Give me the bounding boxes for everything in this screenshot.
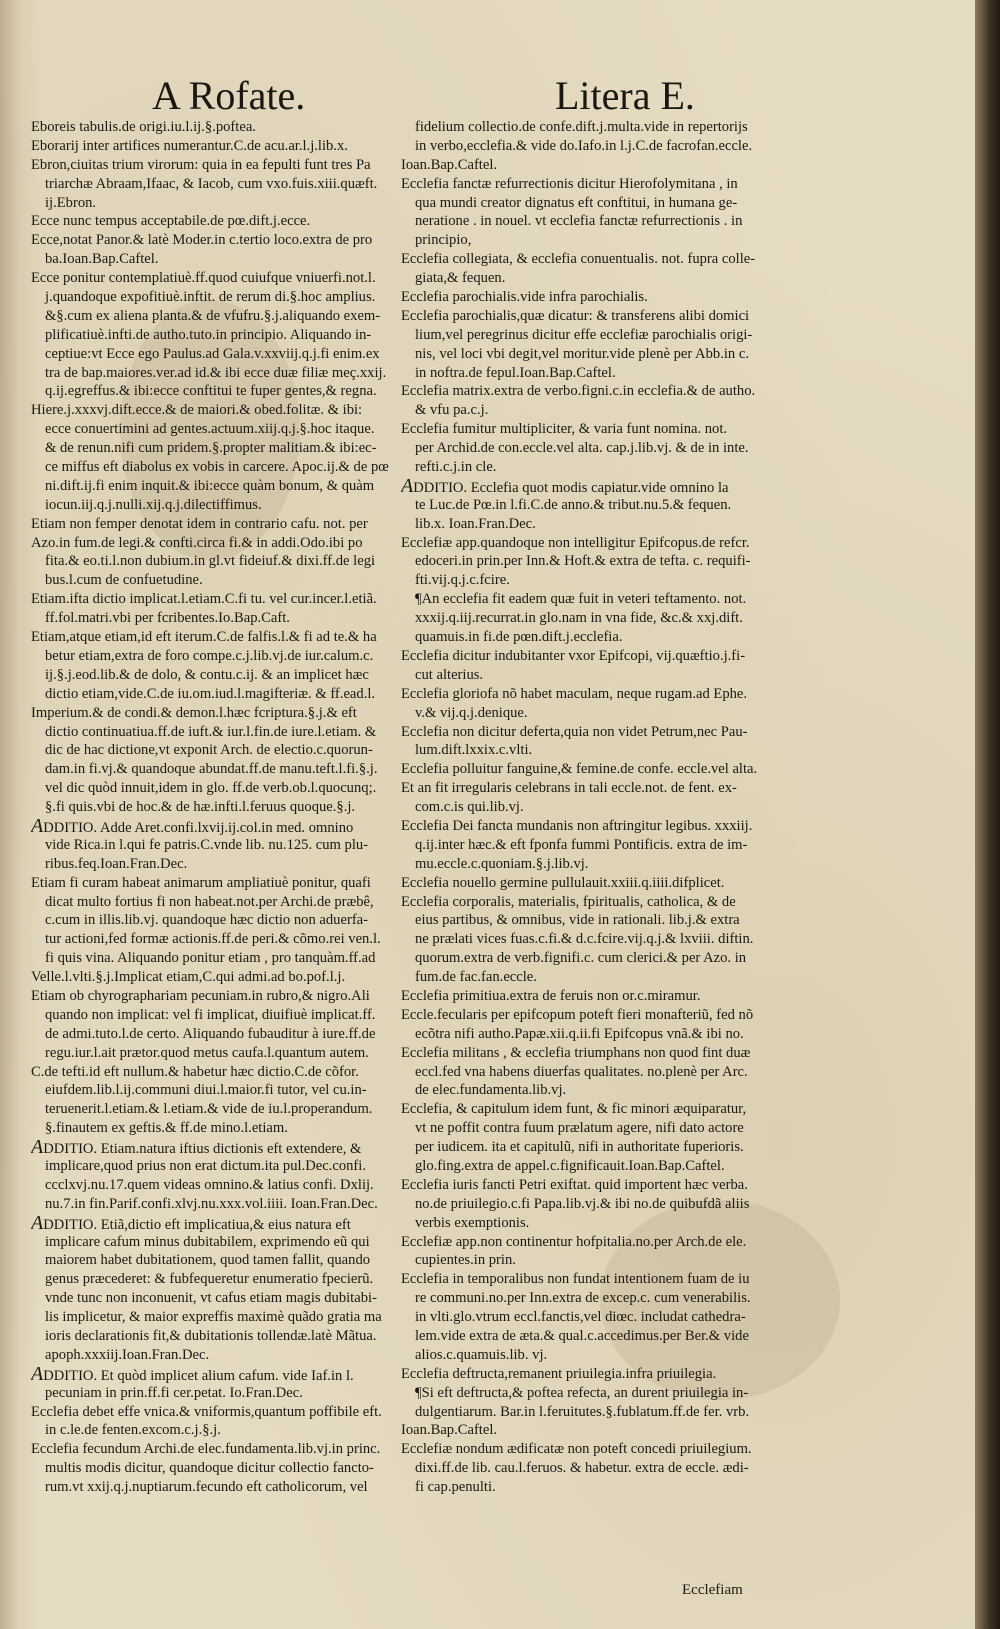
running-head-left: A Rofate. <box>152 73 306 118</box>
left-column-line: eiufdem.lib.l.ij.communi diui.l.maior.fi tutor, vel cu.in- <box>45 1082 367 1099</box>
catchword: Ecclefiam <box>682 1582 743 1598</box>
right-column <box>401 118 819 1618</box>
left-column-line: triarchæ Abraam,Ifaac, & Iacob, cum vxo.fuis.xiii.quæft. <box>45 175 378 192</box>
right-column-line: lem.vide extra de ætа.& qual.c.accedimus.per Ber.& vide <box>415 1328 749 1344</box>
right-column-line: Ecclefia collegiata, & ecclefia conuentualis. not. fupra colle- <box>401 251 756 268</box>
left-column-line: §.fi quis.vbi de hoc.& de hæ.infti.l.feruus quoque.§.j. <box>45 799 356 816</box>
right-column-line: quorum.extra de verb.fignifi.c. cum clerici.& per Azo. in <box>415 950 747 967</box>
right-column-line: nis, vel loci vbi degit,vel moritur.vide plenè per Abb.in c. <box>415 345 749 362</box>
right-column-line: glo.fing.extra de appel.c.fignificauit.Ioan.Bap.Caftel. <box>415 1157 725 1174</box>
left-column-line: ADDITIO. Etiam.natura iftius dictionis eft extendere, & <box>31 1136 362 1159</box>
left-column-line: & de renun.nifi cum pridem.§.propter malitiam.& ibi:ec- <box>45 440 377 457</box>
left-column-line: lis implicetur, & maior expreffis maximè quãdo gratia ma <box>45 1309 382 1326</box>
right-column-line: ne prælati vices fuas.c.fi.& d.c.fcire.vij.q.j.& lxviii. diftin. <box>415 931 754 948</box>
left-column-line: ceptiue:vt Ecce ego Paulus.ad Gala.v.xxviij.q.j.fi enim.ex <box>45 345 380 362</box>
left-column-line: vide Rica.in l.qui fe patris.C.vnde lib. nu.125. cum plu- <box>45 836 369 853</box>
right-column-line: Ecclefia iuris fancti Petri exiftat. quid importent hæc verba. <box>401 1176 748 1193</box>
right-column-line: re communi.no.per Inn.extra de excep.c. cum venerabilis. <box>415 1290 751 1307</box>
left-column-line: ecce conuertimini ad gentes.actuum.xiij.q.j.§.hoc itaque. <box>45 421 375 438</box>
left-column-line: tra de bap.maiores.ver.ad id.& ibi ecce duæ filiæ meç.xxij. <box>45 364 387 381</box>
right-column-line: in vlti.glo.vtrum eccl.fanctis,vel diœc. includat cathedra- <box>415 1309 746 1326</box>
right-column-line: Ecclefia gloriofa nõ habet maculam, neque rugam.ad Ephe. <box>401 685 748 702</box>
page-edge <box>975 0 1000 1629</box>
left-column <box>31 118 401 1618</box>
right-column-line: per Archid.de con.eccle.vel alta. cap.j.lib.vj. & de in inte. <box>415 440 749 457</box>
left-column-line: vel dic quòd innuit,idem in glo. ff.de verb.ob.l.quocunq;. <box>45 780 377 797</box>
right-column-line: verbis exemptionis. <box>415 1214 530 1231</box>
left-column-line: vnde tunc non inconuenit, vt cafus etiam magis dubitabi- <box>45 1290 377 1307</box>
left-column-line: ribus.feq.Ioan.Fran.Dec. <box>45 855 188 872</box>
left-column-line: fita.& eo.ti.l.non dubium.in gl.vt fideiuf.& dixi.ff.de legi <box>45 553 376 570</box>
left-column-line: ba.Ioan.Bap.Caftel. <box>45 251 159 268</box>
right-column-line: lib.x. Ioan.Fran.Dec. <box>415 515 536 532</box>
left-column-line: Ecclefia debet effe vnica.& vniformis,quantum poffibile eft. <box>31 1403 382 1420</box>
right-column-line: dulgentiarum. Bar.in l.feruitutes.§.fublatum.ff.de fer. vrb. <box>415 1403 750 1420</box>
right-column-line: Ecclefia fanctæ refurrectionis dicitur Hierofolymitana , in <box>401 175 738 192</box>
right-column-line: Ecclefiæ nondum ædificatæ non poteft concedi priuilegium. <box>401 1441 752 1458</box>
right-column-line: mu.eccle.c.quoniam.§.j.lib.vj. <box>415 855 589 872</box>
left-column-line: Azo.in fum.de legi.& confti.circa fi.& in addi.Odo.ibi po <box>31 534 363 551</box>
left-column-line: fi quis vina. Aliquando ponitur etiam , pro tanquàm.ff.ad <box>45 950 376 967</box>
left-column-line: §.finautem ex geftis.& ff.de mino.l.etiam. <box>45 1120 288 1137</box>
left-column-line: Hiere.j.xxxvj.dift.ecce.& de maiori.& obed.folitæ. & ibi: <box>31 402 363 419</box>
right-column-line: Ecclefia Dei fancta mundanis non aftringitur legibus. xxxiij. <box>401 817 753 834</box>
right-column-line: cupientes.in prin. <box>415 1252 516 1269</box>
left-column-line: ccclxvj.nu.17.quem videas omnino.& latius confi. Dxlij. <box>45 1176 374 1193</box>
right-column-line: Ecclefia nouello germine pullulauit.xxiii.q.iiii.difplicet. <box>401 874 725 891</box>
right-column-line: eius partibus, & omnibus, vide in rationali. lib.j.& extra <box>415 912 740 929</box>
right-column-line: Ecclefiæ app.quandoque non intelligitur Epifcopus.de refcr. <box>401 534 750 551</box>
right-column-line: ¶Si eft deftructa,& poftea refecta, an durent priuilegia in- <box>415 1384 749 1401</box>
right-column-line: Ioan.Bap.Caftel. <box>401 1422 498 1439</box>
right-column-line: giata,& fequen. <box>415 270 506 287</box>
right-column-line: dixi.ff.de lib. cau.l.feruos. & habetur. extra de eccle. ædi- <box>415 1460 749 1477</box>
left-column-line: Eborarij inter artifices numerantur.C.de acu.ar.l.j.lib.x. <box>31 137 348 154</box>
right-column-line: Ecclefia primitiua.extra de feruis non or.c.miramur. <box>401 987 701 1004</box>
right-column-line: in noftra.de fepul.Ioan.Bap.Caftel. <box>415 364 616 381</box>
left-column-line: Velle.l.vlti.§.j.Implicat etiam,C.qui admi.ad bo.pof.l.j. <box>31 969 346 986</box>
left-column-line: ij.§.j.eod.lib.& de dolo, & contu.c.ij. & an implicet hæc <box>45 666 369 683</box>
left-column-line: nu.7.in fin.Parif.confi.xlvj.nu.xxx.vol.iiii. Ioan.Fran.Dec. <box>45 1195 378 1212</box>
right-column-line: qua mundi creator dignatus eft conftitui, in humana ge- <box>415 194 738 211</box>
left-column-line: genus præcederet: & fubfequeretur enumeratio fpecierũ. <box>45 1271 374 1288</box>
right-column-line: Ecclefia matrix.extra de verbo.figni.c.in ecclefia.& de autho. <box>401 383 756 400</box>
left-column-line: rum.vt xxij.q.j.nuptiarum.fecundo eft catholicorum, vel <box>45 1479 368 1496</box>
right-column-line: Ecclefia, & capitulum idem funt, & fic minori æquiparatur, <box>401 1101 747 1118</box>
left-column-line: Imperium.& de condi.& demon.l.hæc fcriptura.§.j.& eft <box>31 704 357 721</box>
left-column-line: apoph.xxxiij.Ioan.Fran.Dec. <box>45 1346 210 1363</box>
right-column-line: Eccle.fecularis per epifcopum poteft fieri monafteriũ, fed nõ <box>401 1006 754 1023</box>
right-column-line: cut alterius. <box>415 666 484 683</box>
left-column-line: Ecce,notat Panor.& latè Moder.in c.tertio loco.extra de pro <box>31 232 373 249</box>
right-column-line: Ecclefia fumitur multipliciter, & varia funt nomina. not. <box>401 421 728 438</box>
left-column-line: implicare cafum minus dubitabilem, exprimendo eũ qui <box>45 1233 370 1250</box>
left-column-line: maiorem habet dubitationem, quod tamen fallit, quando <box>45 1252 371 1269</box>
left-column-line: dicat multo fortius fi non habeat.not.per Archi.de præbê, <box>45 893 374 910</box>
right-column-line: per iudicem. ita et capitulũ, nifi in authoritate fuperioris. <box>415 1139 744 1156</box>
right-column-line: edoceri.in prin.per Inn.& Hoft.& extra de tefta. c. requifi- <box>415 553 751 570</box>
left-column-line: ij.Ebron. <box>45 194 97 211</box>
right-column-line: Ecclefia in temporalibus non fundat intentionem fuam de iu <box>401 1271 750 1288</box>
right-column-line: Ecclefia deftructa,remanent priuilegia.infra priuilegia. <box>401 1365 717 1382</box>
left-column-line: teruenerit.l.etiam.& l.etiam.& vide de iu.l.properandum. <box>45 1101 373 1118</box>
right-column-line: quamuis.in fi.de pœn.dift.j.ecclefia. <box>415 629 623 646</box>
right-column-line: fi cap.penulti. <box>415 1479 496 1496</box>
left-column-line: ce miffus eft diabolus ex vobis in carcere. Apoc.ij.& de pœ <box>45 459 389 476</box>
right-column-line: Ecclefia polluitur fanguine,& femine.de confe. eccle.vel alta. <box>401 761 758 778</box>
left-column-line: ADDITIO. Adde Aret.confi.lxvij.ij.col.in med. omnino <box>31 814 354 837</box>
right-column-line: fum.de fac.fan.eccle. <box>415 969 537 986</box>
right-column-line: Ecclefia non dicitur deferta,quia non videt Petrum,nec Pau- <box>401 723 748 740</box>
left-column-line: plificatiuè.infti.de autho.tuto.in principio. Aliquando in- <box>45 326 372 343</box>
right-column-line: Ioan.Bap.Caftel. <box>401 156 498 173</box>
right-column-line: v.& vij.q.j.denique. <box>415 704 528 721</box>
right-column-line: Ecclefia parochialis.vide infra parochialis. <box>401 289 648 306</box>
right-column-line: xxxij.q.iij.recurrat.in glo.nam in vna fide, &c.& xxj.dift. <box>415 610 743 627</box>
left-column-line: ff.fol.matri.vbi per fcribentes.Io.Bap.Caft. <box>45 610 290 627</box>
right-column-line: neratione . in nouel. vt ecclefia fanctæ refurrectionis . in <box>415 213 743 230</box>
left-column-line: dictio continuatiua.ff.de iuft.& iur.l.fin.de iure.l.etiam. & <box>45 723 377 740</box>
right-column-line: te Luc.de Pœ.in l.fi.C.de anno.& tribut.nu.5.& fequen. <box>415 496 732 513</box>
left-column-line: bus.l.cum de confuetudine. <box>45 572 203 589</box>
right-column-line: q.ij.inter hæc.& eft fponfa fummi Pontificis. extra de im- <box>415 836 748 853</box>
left-column-line: Ebron,ciuitas trium virorum: quia in ea fepulti funt tres Pa <box>31 156 371 173</box>
left-column-line: dic de hac dictione,vt exponit Arch. de electio.c.quorun- <box>45 742 373 759</box>
right-column-line: & vfu pa.c.j. <box>415 402 489 419</box>
left-column-line: implicare,quod prius non erat dictum.ita pul.Dec.confi. <box>45 1157 366 1174</box>
right-column-line: Ecclefia corporalis, materialis, fpiritualis, catholica, & de <box>401 893 736 910</box>
right-column-line: com.c.is qui.lib.vj. <box>415 799 524 816</box>
left-column-line: ioris declarationis fit,& dubitationis tollendæ.latè Mãtua. <box>45 1328 377 1344</box>
right-column-line: in verbo,ecclefia.& vide do.Iafo.in l.j.C.de facrofan.eccle. <box>415 137 753 154</box>
left-column-line: dictio etiam,vide.C.de iu.om.iud.l.magifteriæ. & ff.ead.l. <box>45 685 376 702</box>
right-column-line: principio, <box>415 232 472 249</box>
right-column-line: ADDITIO. Ecclefia quot modis capiatur.vide omnino la <box>401 474 729 497</box>
right-column-line: eccl.fed vna habens diuerfas qualitates. no.plenè per Arc. <box>415 1063 748 1080</box>
left-column-line: Etiam.ifta dictio implicat.l.etiam.C.fi tu. vel cur.incer.l.etiã. <box>31 591 377 608</box>
right-column-line: ¶An ecclefia fit eadem quæ fuit in veteri teftamento. not. <box>415 591 747 608</box>
left-column-line: ADDITIO. Etiã,dictio eft implicatiua,& eius natura eft <box>31 1211 351 1234</box>
left-column-line: Ecce ponitur contemplatiuè.ff.quod cuiufque vniuerfi.not.l. <box>31 270 376 287</box>
running-head-right: Litera E. <box>555 73 695 118</box>
right-column-line: Ecclefiæ app.non continentur hofpitalia.no.per Arch.de ele. <box>401 1233 747 1250</box>
left-column-line: c.cum in illis.lib.vj. quandoque hæc dictio non aduerfa- <box>45 912 369 929</box>
left-column-line: Ecce nunc tempus acceptabile.de pœ.dift.j.ecce. <box>31 213 311 230</box>
right-column-line: Ecclefia militans , & ecclefia triumphans non quod fint duæ <box>401 1044 751 1061</box>
right-column-line: Ecclefia parochialis,quæ dicatur: & transferens alibi domici <box>401 307 750 324</box>
left-column-line: betur etiam,extra de foro compe.c.j.lib.vj.de iur.calum.c. <box>45 647 374 664</box>
left-column-line: pecuniam in prin.ff.fi cer.petat. Io.Fran.Dec. <box>45 1384 303 1401</box>
left-column-line: Ecclefia fecundum Archi.de elec.fundamenta.lib.vj.in princ. <box>31 1441 381 1458</box>
left-column-line: Etiam,atque etiam,id eft iterum.C.de falfis.l.& fi ad te.& ha <box>31 629 377 646</box>
right-column-line: fti.vij.q.j.c.fcire. <box>415 572 510 589</box>
left-column-line: Etiam non femper denotat idem in contrario cafu. not. per <box>31 515 368 532</box>
left-column-line: j.quandoque expofitiuè.inftit. de rerum di.§.hoc amplius. <box>45 289 376 306</box>
left-column-line: dam.in fi.vj.& quandoque abundat.ff.de manu.teft.l.fi.§.j. <box>45 761 378 778</box>
left-column-line: &§.cum ex aliena planta.& de vfufru.§.j.aliquando exem- <box>45 307 381 324</box>
right-column-line: fidelium collectio.de confe.dift.j.multa.vide in repertorijs <box>415 119 748 135</box>
left-column-line: iocun.iij.q.j.nulli.xij.q.j.dilectiffimus. <box>45 496 262 513</box>
right-column-line: Ecclefia dicitur indubitanter vxor Epifcopi, vij.quæftio.j.fi- <box>401 647 746 664</box>
left-column-line: in c.le.de fenten.excom.c.j.§.j. <box>45 1422 221 1439</box>
right-column-line: Et an fit irregularis celebrans in tali eccle.not. de fent. ex- <box>401 780 737 797</box>
left-column-line: ADDITIO. Et quòd implicet alium cafum. vide Iaf.in l. <box>31 1362 354 1385</box>
left-column-line: tur actioni,fed formæ actionis.ff.de peri.& cõmo.rei ven.l. <box>45 931 381 948</box>
left-column-line: q.ij.egreffus.& ibi:ecce conftitui te fuper gentes,& regna. <box>45 383 377 400</box>
left-column-line: multis modis dicitur, quandoque dicitur collectio fancto- <box>45 1460 374 1477</box>
left-column-line: C.de tefti.id eft nullum.& habetur hæc dictio.C.de cõfor. <box>31 1063 359 1080</box>
right-column-line: alios.c.quamuis.lib. vj. <box>415 1346 548 1363</box>
right-column-line: lum.dift.lxxix.c.vlti. <box>415 742 533 759</box>
left-column-line: ni.dift.ij.fi enim inquit.& ibi:ecce quàm bonum, & quàm <box>45 477 375 494</box>
left-column-line: regu.iur.l.ait prætor.quod metus caufa.l.quantum autem. <box>45 1044 369 1061</box>
right-column-line: lium,vel peregrinus dicitur effe ecclefiæ parochialis origi- <box>415 326 753 343</box>
right-column-line: vt ne poffit contra fuum prælatum agere, nifi dato actore <box>415 1120 744 1137</box>
left-column-line: Etiam fi curam habeat animarum ampliatiuè ponitur, quafi <box>31 874 371 891</box>
left-column-line: Eboreis tabulis.de origi.iu.l.ij.§.poftea. <box>31 119 256 135</box>
right-column-line: ecõtra nifi autho.Papæ.xii.q.ii.fi Epifcopus vnã.& ibi no. <box>415 1025 744 1042</box>
right-column-line: no.de priuilegio.c.fi Papa.lib.vj.& ibi no.de quibufdã aliis <box>415 1195 750 1212</box>
right-column-line: refti.c.j.in cle. <box>415 459 497 476</box>
right-column-line: de elec.fundamenta.lib.vj. <box>415 1082 567 1099</box>
left-column-line: de admi.tuto.l.de certo. Aliquando fubauditur à iure.ff.de <box>45 1025 376 1042</box>
left-column-line: quando non implicat: vel fi implicat, diuifiuè implicat.ff. <box>45 1006 376 1023</box>
left-column-line: Etiam ob chyrographariam pecuniam.in rubro,& nigro.Ali <box>31 987 370 1004</box>
